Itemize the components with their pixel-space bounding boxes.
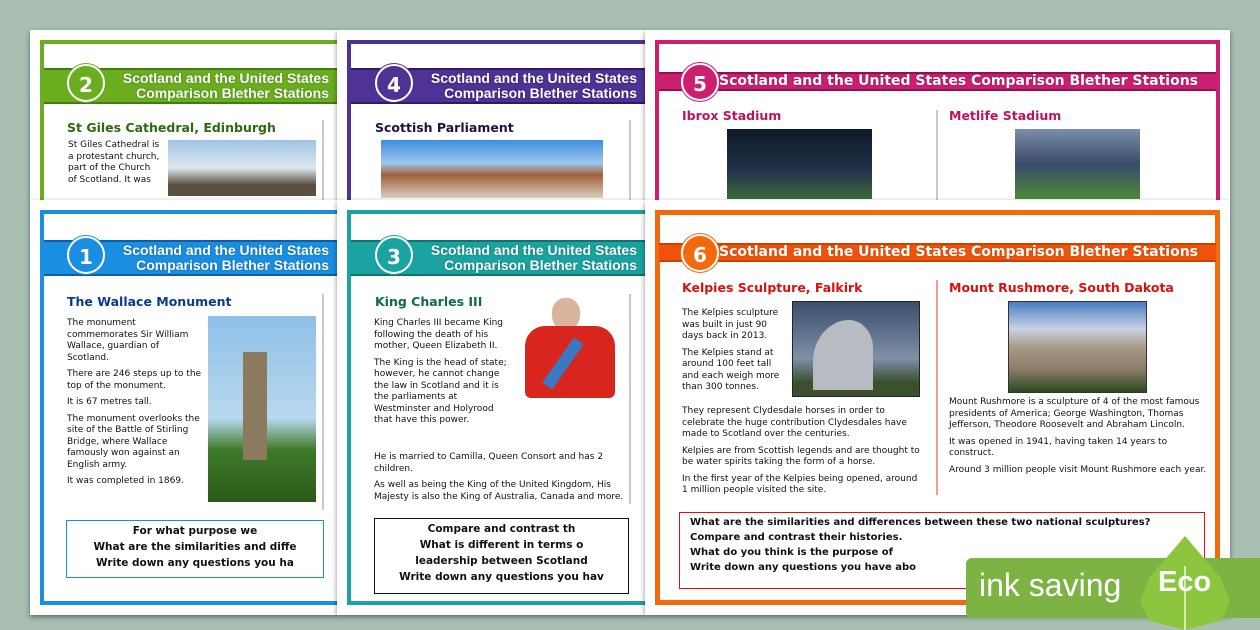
header-band [659, 72, 1216, 91]
header-title: Scotland and the United States Comparison Blether Stations [122, 70, 329, 101]
mount-rushmore-image [1008, 301, 1147, 393]
worksheet-6[interactable] [645, 200, 1230, 615]
question-box [66, 520, 324, 578]
column-divider [322, 120, 324, 200]
question: leadership between Scotland [415, 555, 588, 567]
paragraph: As well as being the King of the United Kingdom, His Majesty is also the King of Australia, Canada and more. [374, 480, 624, 502]
ibrox-image [727, 129, 872, 199]
paragraph: He is married to Camilla, Queen Consort and has 2 children. [374, 452, 604, 474]
station-title: St Giles Cathedral, Edinburgh [67, 120, 276, 135]
paragraph: It was completed in 1869. [67, 476, 184, 486]
station-text: St Giles Cathedral is a protestant church, part of the Church of Scotland. It was [68, 140, 160, 185]
question: Compare and contrast th [427, 523, 576, 535]
station-number: 2 [67, 64, 105, 102]
column-divider [322, 294, 324, 510]
station-number: 4 [375, 64, 413, 102]
question: Compare and contrast their histories. [690, 532, 903, 543]
paragraph: They represent Clydesdale horses in order to celebrate the huge contribution Clydesdales have made to Scotland over the centuries. [682, 406, 907, 439]
cathedral-image [168, 140, 316, 196]
kelpies-text [682, 308, 787, 399]
column-divider [936, 110, 938, 200]
station-number: 3 [375, 236, 413, 274]
paragraph: The Kelpies sculpture was built in just 90 days back in 2013. [682, 308, 779, 341]
kelpies-text-wide [682, 406, 922, 502]
paragraph: It was opened in 1941, having taken 14 years to construct. [949, 436, 1168, 458]
station-text [374, 318, 514, 432]
paragraph: Around 3 million people visit Mount Rushmore each year. [949, 464, 1207, 475]
column-divider [936, 280, 938, 495]
question: What are the similarities and differences between these two national sculptures? [690, 517, 1151, 528]
station-title-left: Ibrox Stadium [682, 108, 782, 123]
header-title: Scotland and the United States Comparison Blether Stations [122, 242, 329, 273]
metlife-image [1015, 129, 1140, 199]
station-title: The Wallace Monument [67, 294, 232, 309]
paragraph: The monument commemorates Sir William Wallace, guardian of Scotland. [67, 318, 189, 363]
paragraph: It is 67 metres tall. [67, 397, 152, 407]
king-charles-illustration [517, 296, 625, 401]
question: For what purpose we [132, 525, 258, 537]
station-title-right: Mount Rushmore, South Dakota [949, 280, 1174, 295]
paragraph: The monument overlooks the site of the Battle of Stirling Bridge, where Wallace famously won against an English army. [67, 413, 200, 470]
header-title: Scotland and the United States Comparison Blether Stations [719, 73, 1198, 89]
station-title-left: Kelpies Sculpture, Falkirk [682, 280, 863, 295]
header-title: Scotland and the United States Comparison Blether Stations [430, 242, 637, 273]
worksheet-5[interactable] [645, 30, 1230, 200]
header-band [659, 243, 1216, 262]
ink-saving-label: ink saving [979, 567, 1122, 603]
station-title: Scottish Parliament [375, 120, 514, 135]
paragraph: Kelpies are from Scottish legends and are thought to be water spirits taking the form of a horse. [682, 445, 920, 467]
parliament-image [381, 140, 603, 198]
wallace-monument-image [208, 316, 316, 502]
worksheet-2[interactable] [30, 30, 337, 200]
question: What is different in terms o [419, 539, 584, 551]
worksheet-4[interactable] [337, 30, 645, 200]
column-divider [629, 294, 631, 504]
station-number: 1 [67, 236, 105, 274]
kelpies-image [792, 301, 920, 397]
station-number: 6 [681, 234, 719, 272]
station-title-right: Metlife Stadium [949, 108, 1062, 123]
eco-label: Eco [1158, 566, 1212, 598]
header-title: Scotland and the United States Comparison Blether Stations [430, 70, 637, 101]
paragraph: There are 246 steps up to the top of the monument. [67, 369, 202, 391]
paragraph: Mount Rushmore is a sculpture of 4 of the most famous presidents of America; George Washington, Thomas Jefferson, Theodore Roosevelt and Abraham Lincoln. [949, 397, 1200, 430]
paragraph: King Charles III became King following the death of his mother, Queen Elizabeth II. [374, 318, 503, 351]
paragraph: The King is the head of state; however, he cannot change the law in Scotland and it is the parliaments at Westminster and Holyrood that have this power. [374, 357, 507, 425]
paragraph: The Kelpies stand at around 100 feet tall and each weigh more than 300 tonnes. [682, 347, 780, 392]
question: Write down any questions you have abo [690, 562, 917, 573]
question: What are the similarities and diffe [93, 541, 297, 553]
tower-shape [243, 352, 267, 460]
header-title: Scotland and the United States Comparison Blether Stations [719, 244, 1198, 260]
column-divider [629, 120, 631, 200]
paragraph: In the first year of the Kelpies being opened, around 1 million people visited the site. [682, 473, 918, 495]
question: Write down any questions you ha [96, 557, 294, 569]
kelpie-head-shape [813, 320, 873, 390]
station-text [67, 318, 202, 493]
station-title: King Charles III [375, 294, 483, 309]
station-text-wide [374, 452, 624, 508]
question: Write down any questions you hav [399, 571, 604, 583]
rushmore-text [949, 397, 1209, 481]
station-number: 5 [681, 63, 719, 101]
question-box [374, 518, 629, 594]
question: What do you think is the purpose of [690, 547, 893, 558]
worksheet-3[interactable] [337, 200, 645, 615]
worksheet-1[interactable] [30, 200, 337, 615]
